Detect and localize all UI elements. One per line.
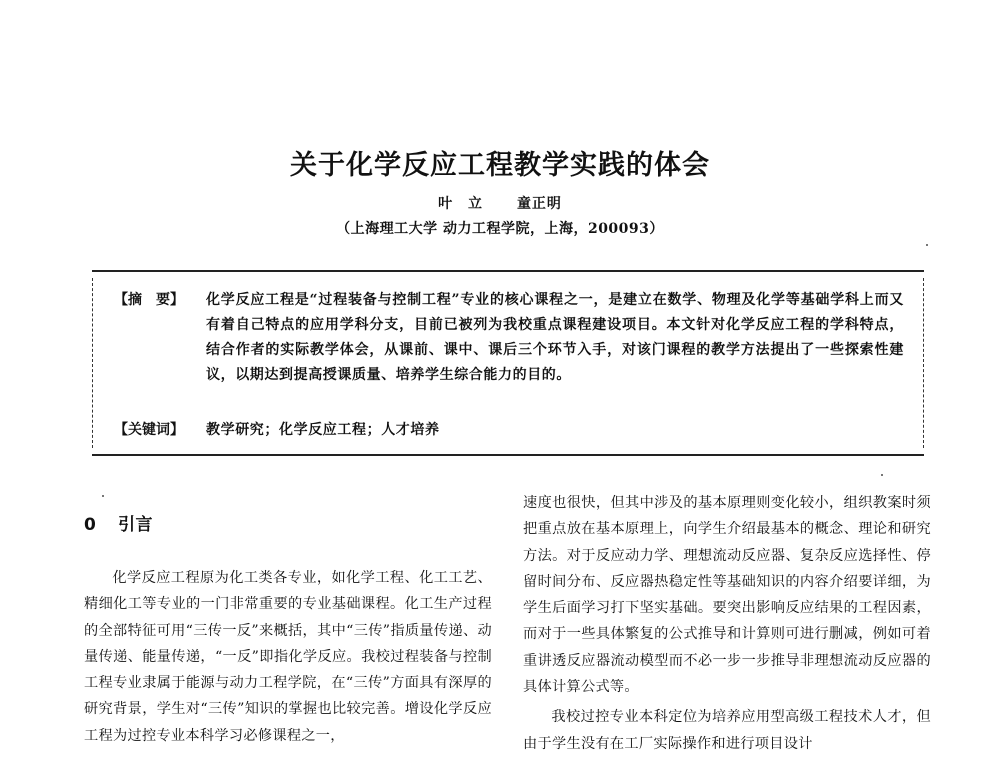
keywords-row <box>114 418 904 443</box>
affiliation: （上海理工大学 动力工程学院，上海，200093） <box>336 221 664 237</box>
scan-speck <box>926 244 928 246</box>
section-number: 0 <box>84 515 97 535</box>
body-paragraph: 我校过控专业本科定位为培养应用型高级工程技术人才，但由于学生没有在工厂实际操作和进行项目设计 <box>523 709 931 752</box>
author-name: 叶 立 <box>438 196 484 212</box>
right-column <box>523 490 931 760</box>
keywords-label: 【关键词】 <box>114 422 184 438</box>
paper-title: 关于化学反应工程教学实践的体会 <box>290 150 710 181</box>
section-title: 引言 <box>118 515 153 535</box>
abstract-text: 化学反应工程是“过程装备与控制工程”专业的核心课程之一，是建立在数学、物理及化学等基础学科上而又有着自己特点的应用学科分支，目前已被列为我校重点课程建设项目。本文针对化学反应工程的学科特点，结合作者的实际教学体会，从课前、课中、课后三个环节入手，对该门课程的教学方法提出了一些探索性建议，以期达到提高授课质量、培养学生综合能力的目的。 <box>206 292 904 383</box>
body-paragraph-continued: 速度也很快，但其中涉及的基本原理则变化较小，组织教案时须把重点放在基本原理上，向学生介绍最基本的概念、理论和研究方法。对于反应动力学、理想流动反应器、复杂反应选择性、停留时间分布、反应器热稳定性等基础知识的内容介绍要详细，为学生后面学习打下坚实基础。要突出影响反应结果的工程因素，而对于一些具体繁复的公式推导和计算则可进行删减，例如可着重讲透反应器流动模型而不必一步一步推导非理想流动反应器的具体计算公式等。 <box>523 495 931 696</box>
abstract-label: 【摘 要】 <box>114 292 184 308</box>
keywords-text: 教学研究；化学反应工程；人才培养 <box>206 422 440 438</box>
section-heading <box>84 512 492 538</box>
left-column <box>84 490 492 753</box>
author-list <box>0 193 1000 213</box>
author-name: 童正明 <box>516 196 562 212</box>
body-paragraph: 化学反应工程原为化工类各专业，如化学工程、化工工艺、精细化工等专业的一门非常重要的专业基础课程。化工生产过程的全部特征可用“三传一反”来概括，其中“三传”指质量传递、动量传递、能量传递，“一反”即指化学反应。我校过程装备与控制工程专业隶属于能源与动力工程学院，在“三传”方面具有深厚的研究背景，学生对“三传”知识的掌握也比较完善。增设化学反应工程为过控专业本科学习必修课程之一， <box>84 570 492 744</box>
abstract-row <box>114 288 904 388</box>
scan-speck <box>102 495 104 497</box>
scan-speck <box>881 474 883 476</box>
abstract-box <box>92 270 924 456</box>
